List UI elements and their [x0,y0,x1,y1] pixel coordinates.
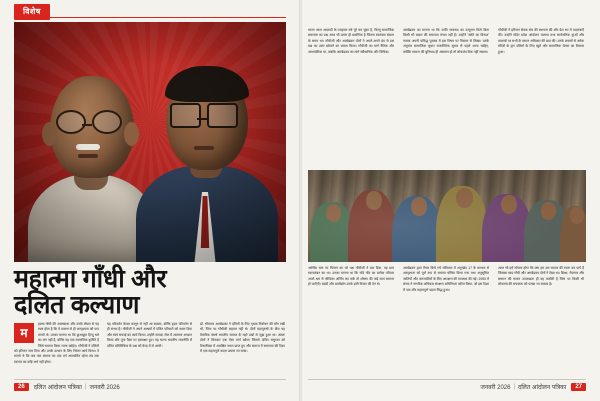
article-headline [14,266,286,318]
right-bottom-column-1: आर्थिक स्तर पर चिन्तन का जो पक्ष गाँधीजी ने बल दिया, वह ग्राम स्वावलंबन का था। उनका मानना था कि यदि गाँव का प्रत्येक परिवार अपने श्रम से जीविका अर्जित कर सके तो शोषण की जड़ें स्वयं समाप्त हो जाएँगी। खादी और ग्रामोद्योग उनके इसी विचार की देन थे। [308,266,394,287]
headline-line-1: महात्मा गाँधी और [14,265,167,293]
left-footer-rule [14,379,286,380]
right-footer-separator: | [513,384,516,390]
section-tab-label: विशेष [14,4,50,20]
left-body-columns [14,322,286,382]
left-footer-title: दलित आंदोलन पत्रिका [33,385,82,391]
left-column-3: डॉ. भीमराव आम्बेडकर ने दलितों के लिए पृथक निर्वाचन की माँग रखी थी, जिस पर गाँधीजी सहमत नहीं थे। दोनों महापुरुषों के बीच यह वैचारिक संघर्ष भारतीय समाज के गहरे प्रश्नों से जुड़ा हुआ था। अंततः दोनों ने मिलकर एक ऐसा मार्ग खोजा जिससे दलित समुदाय को विधायिका में आरक्षित स्थान प्राप्त हुए और समाज में समानता की दिशा में एक महत्वपूर्ण कदम उठाया जा सका। [200,322,285,354]
right-footer-title: दलित आंदोलन पत्रिका [518,385,567,391]
left-column-2: यह परिवर्तन केवल कानून से नहीं आ सकता, बल्कि हृदय परिवर्तन से ही संभव है। गाँधीजी ने अपने आश्रमों में दलित परिवारों को स्थान दिया और स्वयं सफाई का कार्य किया। उन्होंने यरवदा जेल में आमरण अनशन किया और पूना पैक्ट पर हस्ताक्षर हुए। यह घटना भारतीय राजनीति में दलित प्रतिनिधित्व के प्रश्न को केन्द्र में ले आयी। [107,322,192,348]
section-header [0,0,300,22]
left-footer [14,381,286,393]
right-page-number: 27 [571,383,586,391]
header-rule [14,17,286,18]
hero-illustration [14,22,286,262]
left-column-1-text: हात्मा गाँधी की आत्मकथा और उनके लेखन से यह स्पष्ट होता है कि वे प्रारम्भ से ही अस्पृश्यता को पाप मानते थे। उनका मानना था कि छुआछूत हिन्दू धर्म का अंग नहीं है, बल्कि यह एक सामाजिक कुरीति है जिसे समाप्त किया जाना चाहिए। गाँधीजी ने दलितों को हरिजन नाम दिया और उनके उत्थान के लिए निरंतर कार्य किया। वे मानते थे कि जब तक समाज का एक वर्ग अपमानित रहेगा तब तक स्वराज का कोई अर्थ नहीं होगा। [14,322,99,364]
right-bottom-column-2: आम्बेडकर द्वारा तैयार किये गये संविधान में अनुच्छेद 17 के माध्यम से अस्पृश्यता को पूर्ण रूप से समाप्त घोषित किया गया तथा अनुसूचित जातियों और जनजातियों के लिए आरक्षण की व्यवस्था की गई। 1955 में संसद ने नागरिक अधिकार संरक्षण अधिनियम पारित किया, जो इस दिशा में एक और महत्वपूर्ण पड़ाव सिद्ध हुआ। [403,266,489,292]
right-bottom-column-3: आज भी हमें सोचना होगा कि क्या हम उस समाज की रचना कर पाये हैं जिसका स्वप्न गाँधी और आम्बेडकर दोनों ने देखा था। शिक्षा, रोज़गार और सम्मान की समान उपलब्धता ही वह कसौटी है जिस पर किसी भी लोकतंत्र की सफलता को परखा जा सकता है। [498,266,584,287]
page-gutter [299,0,302,401]
right-top-column-2: आम्बेडकर का मानना था कि जाति व्यवस्था का उन्मूलन किये बिना किसी भी प्रकार की समानता संभव नहीं है। उन्होंने 'जाति का विनाश' नामक अपनी प्रसिद्ध पुस्तक में इस विषय पर विस्तार से लिखा। उनके अनुसार सामाजिक सुधार राजनीतिक सुधार से पहले आना चाहिए, क्योंकि समाज की बुनियाद ही असमान हो तो लोकतंत्र टिक नहीं सकता। [403,28,489,54]
right-bottom-columns [308,266,586,374]
right-top-column-1: भारत आज आज़ादी के पचहत्तर वर्ष पूरे कर चुका है, किन्तु सामाजिक समानता का प्रश्न आज भी उतना ही प्रासंगिक है जितना स्वतंत्रता संग्राम के समय था। गाँधीजी और आम्बेडकर दोनों ने अपने-अपने ढंग से इस प्रश्न का उत्तर खोजने का प्रयास किया। गाँधीजी का मार्ग नैतिक और आध्यात्मिक था, जबकि आम्बेडकर का मार्ग संवैधानिक और विधिक। [308,28,394,54]
left-footer-separator: | [84,384,87,390]
left-column-1 [14,322,99,382]
hero-vignette [14,22,286,262]
left-page-number: 26 [14,383,29,391]
right-footer-rule [308,379,586,380]
crowd-photograph [308,170,586,262]
photo-grain [308,170,586,262]
left-footer-issue: जनवरी 2026 [89,385,120,391]
right-footer-issue: जनवरी 2026 [480,385,511,391]
right-top-column-3: गाँधीजी ने हरिजन सेवक संघ की स्थापना की और देश भर में पदयात्राएँ कीं। उन्होंने मंदिर प्रवेश आंदोलन चलाया तथा सार्वजनिक कुओं और तालाबों पर सभी के समान अधिकार की बात की। उनके प्रयासों से अनेक मंदिरों के द्वार दलितों के लिए खुले और सामाजिक चेतना का विस्तार हुआ। [498,28,584,54]
headline-line-2: दलित कल्याण [14,291,140,319]
right-footer [308,381,586,393]
drop-cap: म [14,323,34,343]
